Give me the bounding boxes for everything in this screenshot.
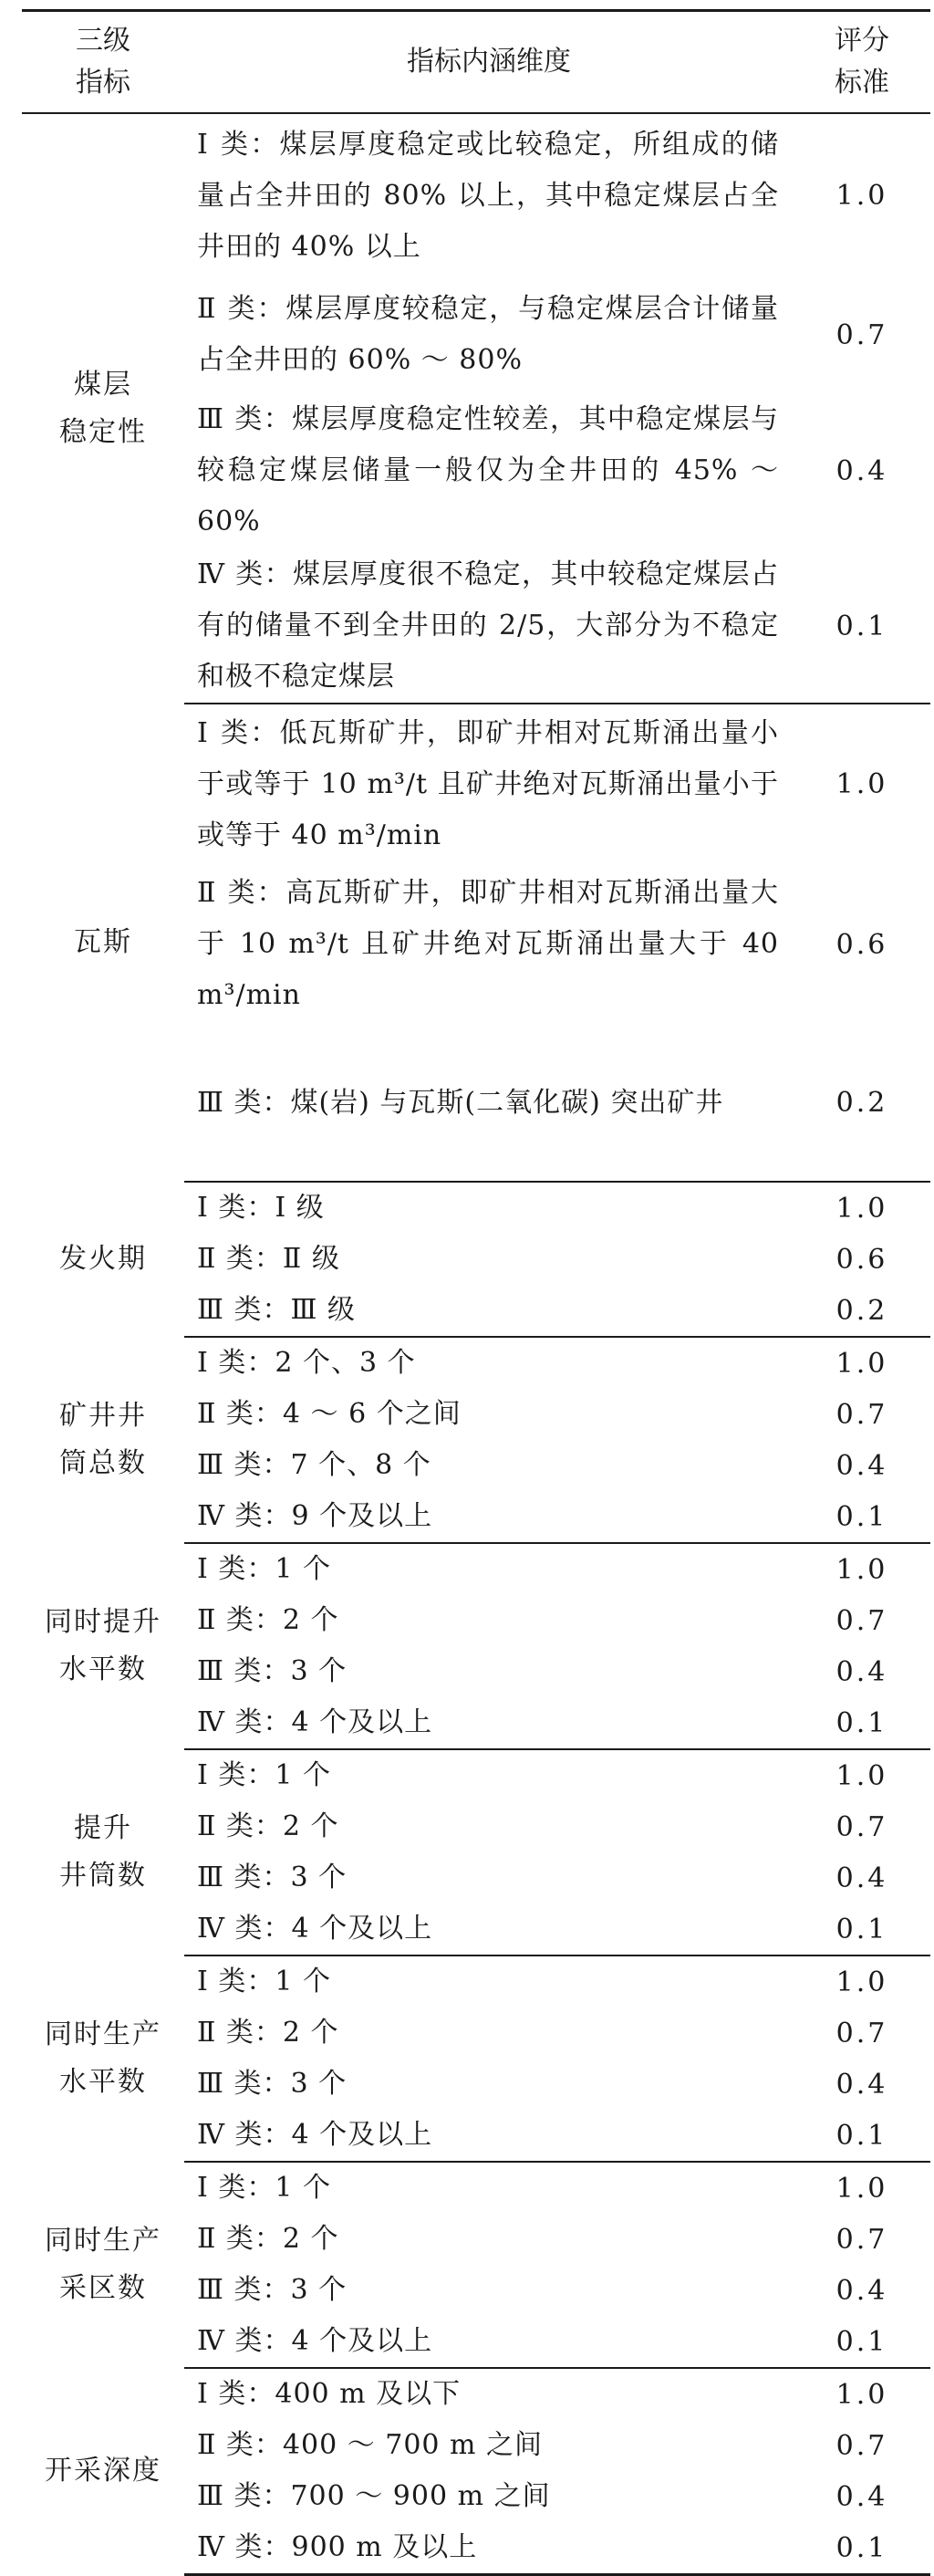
score-cell: 0.7 xyxy=(835,1604,888,1637)
dimension-cell: Ⅰ 类：2 个、3 个 xyxy=(197,1347,416,1379)
score-cell: 0.1 xyxy=(794,2316,930,2368)
indicator-cell: 同时生产 采区数 xyxy=(45,2225,161,2304)
score-cell: 1.0 xyxy=(835,1966,888,1998)
dimension-cell: Ⅱ 类：4 ～ 6 个之间 xyxy=(197,1398,462,1430)
dimension-cell: Ⅰ 类：1 个 xyxy=(197,1759,332,1791)
table-row xyxy=(22,1182,930,1234)
score-cell: 0.1 xyxy=(794,1491,930,1543)
table-row xyxy=(22,1749,930,1801)
indicator-cell: 同时生产 水平数 xyxy=(45,2018,161,2098)
score-cell: 0.4 xyxy=(835,1862,888,1894)
score-cell: 0.4 xyxy=(835,2068,888,2101)
score-cell: 1.0 xyxy=(835,1347,888,1380)
table-row xyxy=(22,2368,930,2420)
score-cell: 1.0 xyxy=(835,180,888,212)
indicator-cell: 开采深度 xyxy=(45,2455,161,2487)
header-row xyxy=(22,11,930,114)
table-row xyxy=(22,2162,930,2214)
header-score: 评分 标准 xyxy=(794,11,930,114)
score-cell: 1.0 xyxy=(835,768,888,800)
dimension-cell: Ⅲ 类：煤层厚度稳定性较差，其中稳定煤层与较稳定煤层储量一般仅为全井田的 45% ～ 60% xyxy=(197,403,779,537)
indicator-cell: 提升 井筒数 xyxy=(59,1812,147,1892)
score-cell: 0.7 xyxy=(835,1398,888,1431)
dimension-cell: Ⅱ 类：Ⅱ 级 xyxy=(197,1243,340,1275)
score-cell: 0.2 xyxy=(794,1285,930,1337)
table-body xyxy=(22,113,930,2575)
score-cell: 1.0 xyxy=(835,2172,888,2205)
indicator-cell: 同时提升 水平数 xyxy=(45,1606,161,1685)
table-row xyxy=(22,1955,930,2008)
table-row xyxy=(22,113,930,277)
dimension-cell: Ⅰ 类：Ⅰ 级 xyxy=(197,1192,325,1224)
dimension-cell: Ⅱ 类：400 ～ 700 m 之间 xyxy=(197,2429,544,2461)
score-cell: 0.4 xyxy=(835,2480,888,2513)
score-cell: 1.0 xyxy=(835,1759,888,1792)
table-row xyxy=(22,1337,930,1389)
table-row xyxy=(22,1543,930,1595)
dimension-cell: Ⅰ 类：低瓦斯矿井，即矿井相对瓦斯涌出量小于或等于 10 m³/t 且矿井绝对瓦斯涌出量小于或等于 40 m³/min xyxy=(197,716,779,851)
score-cell: 0.1 xyxy=(794,1903,930,1955)
dimension-cell: Ⅲ 类：3 个 xyxy=(197,2274,348,2306)
score-cell: 0.4 xyxy=(835,1449,888,1482)
dimension-cell: Ⅰ 类：1 个 xyxy=(197,1553,332,1585)
score-cell: 0.1 xyxy=(794,1697,930,1749)
score-cell: 0.6 xyxy=(835,1243,888,1276)
score-cell: 0.1 xyxy=(794,549,930,704)
dimension-cell: Ⅲ 类：煤(岩) 与瓦斯(二氧化碳) 突出矿井 xyxy=(184,1025,794,1182)
dimension-cell: Ⅱ 类：2 个 xyxy=(197,2017,339,2049)
score-cell: 0.2 xyxy=(794,1025,930,1182)
score-cell: 0.7 xyxy=(835,2017,888,2049)
dimension-cell: Ⅱ 类：高瓦斯矿井，即矿井相对瓦斯涌出量大于 10 m³/t 且矿井绝对瓦斯涌出量大于 40 m³/min xyxy=(197,877,779,1011)
score-cell: 1.0 xyxy=(835,1192,888,1225)
score-cell: 0.7 xyxy=(835,318,888,351)
dimension-cell: Ⅰ 类：1 个 xyxy=(197,1966,332,1997)
indicator-cell: 矿井井 筒总数 xyxy=(59,1400,147,1479)
score-cell: 0.7 xyxy=(835,2223,888,2256)
dimension-cell: Ⅱ 类：2 个 xyxy=(197,2223,339,2255)
dimension-cell: Ⅲ 类：7 个、8 个 xyxy=(197,1449,431,1481)
dimension-cell: Ⅲ 类：3 个 xyxy=(197,1862,348,1893)
indicator-cell: 发火期 xyxy=(59,1243,147,1275)
score-cell: 0.6 xyxy=(835,928,888,961)
table-header xyxy=(22,11,930,114)
dimension-cell: Ⅳ 类：4 个及以上 xyxy=(184,2316,794,2368)
dimension-cell: Ⅰ 类：1 个 xyxy=(197,2172,332,2204)
header-indicator: 三级 指标 xyxy=(22,11,184,114)
score-cell: 1.0 xyxy=(835,1553,888,1586)
score-cell: 0.4 xyxy=(835,454,888,487)
score-cell: 1.0 xyxy=(835,2378,888,2411)
score-cell: 0.1 xyxy=(794,2110,930,2162)
score-cell: 0.4 xyxy=(835,2274,888,2307)
indicator-cell: 瓦斯 xyxy=(74,926,132,958)
score-cell: 0.4 xyxy=(835,1655,888,1688)
table-row xyxy=(22,704,930,864)
dimension-cell: Ⅲ 类：Ⅲ 级 xyxy=(184,1285,794,1337)
dimension-cell: Ⅲ 类：700 ～ 900 m 之间 xyxy=(197,2480,551,2512)
dimension-cell: Ⅳ 类：4 个及以上 xyxy=(184,2110,794,2162)
score-cell: 0.7 xyxy=(835,1810,888,1843)
dimension-cell: Ⅱ 类：2 个 xyxy=(197,1810,339,1842)
indicator-cell: 煤层 稳定性 xyxy=(59,369,147,448)
dimension-cell: Ⅳ 类：煤层厚度很不稳定，其中较稳定煤层占有的储量不到全井田的 2/5，大部分为不稳定和极不稳定煤层 xyxy=(184,549,794,704)
dimension-cell: Ⅳ 类：9 个及以上 xyxy=(184,1491,794,1543)
dimension-cell: Ⅳ 类：4 个及以上 xyxy=(184,1697,794,1749)
header-dimension: 指标内涵维度 xyxy=(184,11,794,114)
dimension-cell: Ⅱ 类：煤层厚度较稳定，与稳定煤层合计储量占全井田的 60% ～ 80% xyxy=(197,293,779,376)
dimension-cell: Ⅰ 类：400 m 及以下 xyxy=(197,2378,462,2410)
dimension-cell: Ⅲ 类：3 个 xyxy=(197,1655,348,1687)
dimension-cell: Ⅳ 类：4 个及以上 xyxy=(184,1903,794,1955)
scoring-table xyxy=(22,9,930,2576)
dimension-cell: Ⅱ 类：2 个 xyxy=(197,1604,339,1636)
dimension-cell: Ⅲ 类：3 个 xyxy=(197,2068,348,2100)
dimension-cell: Ⅳ 类：900 m 及以上 xyxy=(184,2522,794,2575)
score-cell: 0.1 xyxy=(794,2522,930,2575)
score-cell: 0.7 xyxy=(835,2429,888,2462)
dimension-cell: Ⅰ 类：煤层厚度稳定或比较稳定，所组成的储量占全井田的 80% 以上，其中稳定煤层占全井田的 40% 以上 xyxy=(197,128,779,263)
